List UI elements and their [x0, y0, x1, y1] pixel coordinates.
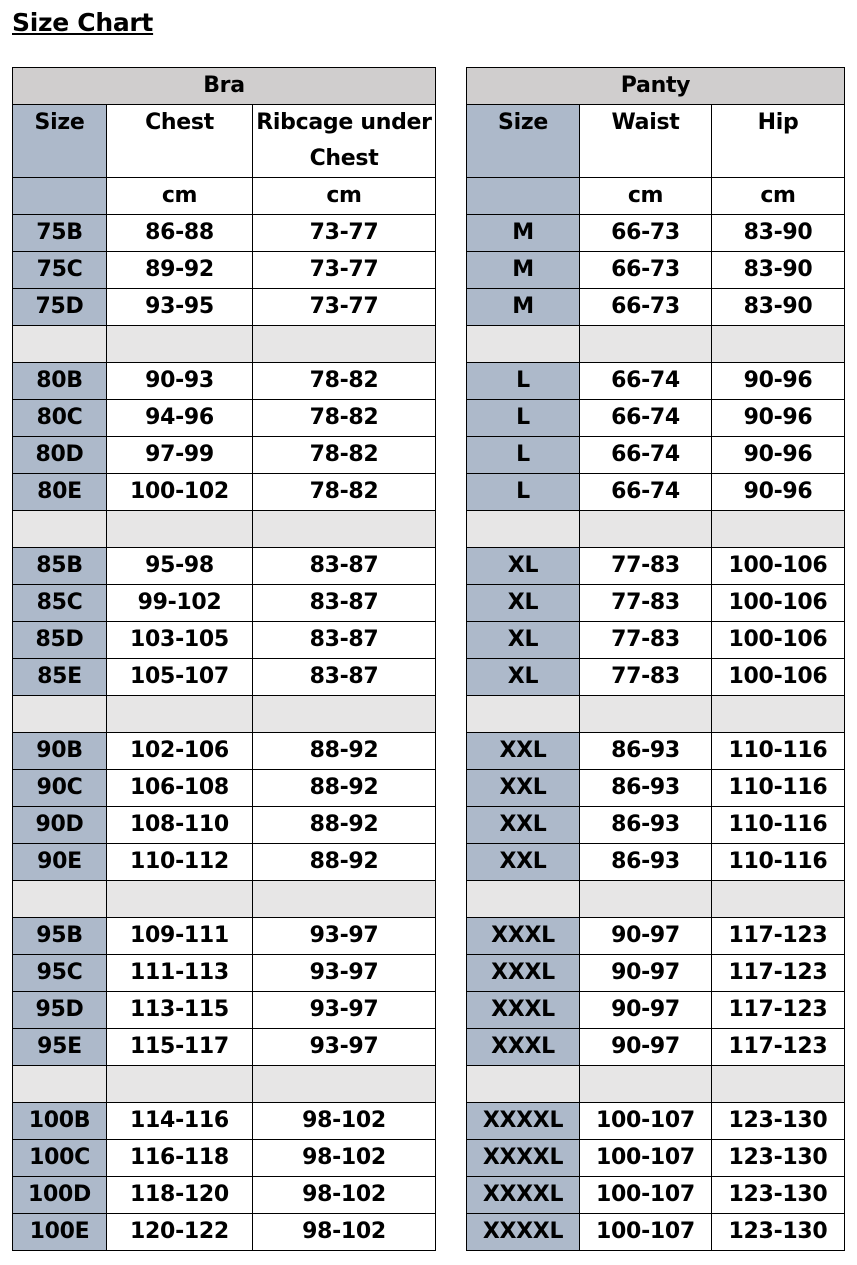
- panty-value-cell: 90-96: [712, 400, 845, 437]
- bra-value-cell: 113-115: [107, 992, 253, 1029]
- bra-size-cell: 85E: [13, 659, 107, 696]
- table-row: [13, 1177, 436, 1214]
- bra-value-cell: 103-105: [107, 622, 253, 659]
- panty-value-cell: 86-93: [580, 807, 712, 844]
- bra-units-row: [13, 178, 436, 215]
- panty-value-cell: 117-123: [712, 1029, 845, 1066]
- bra-spacer-row: [13, 326, 436, 363]
- table-row: [13, 474, 436, 511]
- bra-column-header: Size: [13, 105, 107, 178]
- table-row: [13, 1140, 436, 1177]
- panty-value-cell: 90-97: [580, 1029, 712, 1066]
- panty-value-cell: 110-116: [712, 807, 845, 844]
- table-row: [13, 844, 436, 881]
- panty-spacer-cell: [712, 511, 845, 548]
- bra-value-cell: 93-97: [253, 955, 436, 992]
- panty-value-cell: 77-83: [580, 659, 712, 696]
- panty-size-cell: XXL: [467, 844, 580, 881]
- panty-value-cell: 100-107: [580, 1103, 712, 1140]
- bra-unit-cell: [13, 178, 107, 215]
- bra-value-cell: 109-111: [107, 918, 253, 955]
- table-row: [13, 400, 436, 437]
- bra-size-cell: 95D: [13, 992, 107, 1029]
- table-row: [467, 585, 845, 622]
- bra-size-cell: 75B: [13, 215, 107, 252]
- bra-value-cell: 118-120: [107, 1177, 253, 1214]
- panty-group-label: Panty: [467, 68, 845, 105]
- table-row: [467, 474, 845, 511]
- panty-value-cell: 100-107: [580, 1177, 712, 1214]
- bra-value-cell: 110-112: [107, 844, 253, 881]
- table-row: [467, 548, 845, 585]
- panty-spacer-cell: [580, 326, 712, 363]
- bra-value-cell: 98-102: [253, 1177, 436, 1214]
- panty-value-cell: 86-93: [580, 844, 712, 881]
- table-row: [13, 622, 436, 659]
- table-row: [467, 918, 845, 955]
- panty-spacer-cell: [712, 1066, 845, 1103]
- bra-value-cell: 105-107: [107, 659, 253, 696]
- table-row: [13, 1029, 436, 1066]
- bra-value-cell: 116-118: [107, 1140, 253, 1177]
- bra-size-cell: 80C: [13, 400, 107, 437]
- panty-spacer-row: [467, 326, 845, 363]
- table-row: [467, 770, 845, 807]
- bra-group-header-row: [13, 68, 436, 105]
- bra-size-cell: 100C: [13, 1140, 107, 1177]
- table-row: [13, 1103, 436, 1140]
- bra-size-cell: 90D: [13, 807, 107, 844]
- panty-size-cell: L: [467, 437, 580, 474]
- panty-size-cell: XL: [467, 622, 580, 659]
- panty-value-cell: 123-130: [712, 1214, 845, 1251]
- bra-value-cell: 88-92: [253, 733, 436, 770]
- bra-value-cell: 93-97: [253, 1029, 436, 1066]
- bra-spacer-row: [13, 511, 436, 548]
- table-row: [467, 1103, 845, 1140]
- table-row: [467, 1214, 845, 1251]
- bra-spacer-cell: [107, 1066, 253, 1103]
- panty-value-cell: 66-74: [580, 363, 712, 400]
- panty-value-cell: 66-74: [580, 400, 712, 437]
- panty-size-cell: M: [467, 215, 580, 252]
- bra-size-cell: 85C: [13, 585, 107, 622]
- bra-value-cell: 111-113: [107, 955, 253, 992]
- panty-size-cell: XL: [467, 585, 580, 622]
- bra-value-cell: 99-102: [107, 585, 253, 622]
- panty-size-cell: L: [467, 474, 580, 511]
- table-row: [13, 437, 436, 474]
- panty-value-cell: 100-107: [580, 1214, 712, 1251]
- bra-value-cell: 86-88: [107, 215, 253, 252]
- table-row: [13, 955, 436, 992]
- bra-value-cell: 73-77: [253, 252, 436, 289]
- panty-value-cell: 100-106: [712, 548, 845, 585]
- bra-value-cell: 95-98: [107, 548, 253, 585]
- table-row: [13, 770, 436, 807]
- bra-value-cell: 78-82: [253, 474, 436, 511]
- bra-value-cell: 78-82: [253, 400, 436, 437]
- table-row: [13, 1214, 436, 1251]
- panty-size-cell: M: [467, 252, 580, 289]
- bra-spacer-cell: [253, 696, 436, 733]
- panty-column-header: Hip: [712, 105, 845, 178]
- panty-spacer-cell: [467, 326, 580, 363]
- table-row: [13, 215, 436, 252]
- bra-value-cell: 83-87: [253, 622, 436, 659]
- bra-value-cell: 98-102: [253, 1140, 436, 1177]
- bra-value-cell: 94-96: [107, 400, 253, 437]
- bra-size-cell: 95E: [13, 1029, 107, 1066]
- bra-value-cell: 90-93: [107, 363, 253, 400]
- panty-unit-cell: cm: [712, 178, 845, 215]
- bra-group-label: Bra: [13, 68, 436, 105]
- bra-value-cell: 114-116: [107, 1103, 253, 1140]
- bra-value-cell: 93-97: [253, 918, 436, 955]
- panty-unit-cell: cm: [580, 178, 712, 215]
- panty-value-cell: 100-107: [580, 1140, 712, 1177]
- bra-spacer-cell: [13, 1066, 107, 1103]
- bra-unit-cell: cm: [107, 178, 253, 215]
- bra-size-cell: 100B: [13, 1103, 107, 1140]
- bra-value-cell: 88-92: [253, 770, 436, 807]
- bra-column-header-row: [13, 105, 436, 178]
- bra-size-cell: 75C: [13, 252, 107, 289]
- panty-spacer-row: [467, 696, 845, 733]
- panty-spacer-cell: [467, 696, 580, 733]
- table-row: [13, 807, 436, 844]
- bra-spacer-cell: [107, 326, 253, 363]
- bra-size-cell: 85D: [13, 622, 107, 659]
- bra-spacer-row: [13, 881, 436, 918]
- panty-size-cell: XXL: [467, 770, 580, 807]
- bra-value-cell: 78-82: [253, 363, 436, 400]
- bra-spacer-cell: [107, 881, 253, 918]
- panty-size-cell: XXL: [467, 807, 580, 844]
- panty-value-cell: 90-96: [712, 437, 845, 474]
- bra-value-cell: 120-122: [107, 1214, 253, 1251]
- panty-unit-cell: [467, 178, 580, 215]
- table-row: [467, 992, 845, 1029]
- panty-value-cell: 83-90: [712, 289, 845, 326]
- bra-value-cell: 73-77: [253, 289, 436, 326]
- table-row: [467, 400, 845, 437]
- panty-spacer-row: [467, 1066, 845, 1103]
- table-row: [467, 289, 845, 326]
- table-row: [467, 1029, 845, 1066]
- table-row: [467, 1177, 845, 1214]
- bra-spacer-cell: [13, 326, 107, 363]
- panty-size-cell: XXXXL: [467, 1177, 580, 1214]
- table-row: [467, 733, 845, 770]
- table-row: [13, 252, 436, 289]
- bra-spacer-cell: [253, 881, 436, 918]
- panty-value-cell: 90-97: [580, 955, 712, 992]
- bra-spacer-cell: [253, 1066, 436, 1103]
- bra-unit-cell: cm: [253, 178, 436, 215]
- bra-size-cell: 95B: [13, 918, 107, 955]
- panty-value-cell: 66-73: [580, 252, 712, 289]
- table-row: [467, 363, 845, 400]
- panty-value-cell: 66-74: [580, 437, 712, 474]
- panty-column-header: Size: [467, 105, 580, 178]
- bra-value-cell: 97-99: [107, 437, 253, 474]
- bra-size-cell: 95C: [13, 955, 107, 992]
- bra-value-cell: 83-87: [253, 548, 436, 585]
- bra-value-cell: 83-87: [253, 585, 436, 622]
- bra-value-cell: 98-102: [253, 1103, 436, 1140]
- bra-value-cell: 88-92: [253, 807, 436, 844]
- bra-size-cell: 90B: [13, 733, 107, 770]
- table-row: [13, 659, 436, 696]
- panty-spacer-cell: [467, 511, 580, 548]
- page-title: Size Chart: [12, 8, 154, 37]
- panty-size-cell: XXXL: [467, 1029, 580, 1066]
- panty-size-cell: XXXXL: [467, 1103, 580, 1140]
- table-row: [13, 289, 436, 326]
- panty-size-cell: L: [467, 400, 580, 437]
- panty-value-cell: 100-106: [712, 659, 845, 696]
- bra-value-cell: 115-117: [107, 1029, 253, 1066]
- panty-size-cell: XXXXL: [467, 1140, 580, 1177]
- table-row: [13, 585, 436, 622]
- panty-value-cell: 110-116: [712, 844, 845, 881]
- table-row: [13, 548, 436, 585]
- panty-column-header: Waist: [580, 105, 712, 178]
- panty-size-cell: XL: [467, 659, 580, 696]
- panty-size-cell: XL: [467, 548, 580, 585]
- bra-value-cell: 73-77: [253, 215, 436, 252]
- table-row: [467, 215, 845, 252]
- bra-value-cell: 93-97: [253, 992, 436, 1029]
- panty-value-cell: 90-96: [712, 474, 845, 511]
- table-row: [467, 955, 845, 992]
- panty-size-cell: XXXXL: [467, 1214, 580, 1251]
- bra-size-cell: 75D: [13, 289, 107, 326]
- bra-spacer-cell: [253, 326, 436, 363]
- panty-group-header-row: [467, 68, 845, 105]
- bra-size-cell: 80D: [13, 437, 107, 474]
- panty-value-cell: 100-106: [712, 585, 845, 622]
- panty-spacer-cell: [467, 1066, 580, 1103]
- bra-value-cell: 83-87: [253, 659, 436, 696]
- panty-size-cell: L: [467, 363, 580, 400]
- table-row: [467, 622, 845, 659]
- panty-value-cell: 66-74: [580, 474, 712, 511]
- bra-value-cell: 89-92: [107, 252, 253, 289]
- panty-size-cell: XXL: [467, 733, 580, 770]
- panty-spacer-cell: [580, 1066, 712, 1103]
- bra-spacer-cell: [13, 881, 107, 918]
- panty-value-cell: 77-83: [580, 585, 712, 622]
- table-row: [13, 918, 436, 955]
- panty-spacer-cell: [712, 881, 845, 918]
- table-row: [13, 363, 436, 400]
- panty-value-cell: 110-116: [712, 770, 845, 807]
- bra-value-cell: 108-110: [107, 807, 253, 844]
- panty-value-cell: 83-90: [712, 252, 845, 289]
- panty-value-cell: 123-130: [712, 1177, 845, 1214]
- bra-spacer-cell: [13, 696, 107, 733]
- bra-column-header: Chest: [107, 105, 253, 178]
- panty-value-cell: 110-116: [712, 733, 845, 770]
- panty-value-cell: 90-97: [580, 992, 712, 1029]
- panty-value-cell: 117-123: [712, 918, 845, 955]
- panty-value-cell: 117-123: [712, 955, 845, 992]
- panty-value-cell: 86-93: [580, 733, 712, 770]
- bra-size-cell: 90C: [13, 770, 107, 807]
- bra-size-cell: 90E: [13, 844, 107, 881]
- bra-size-cell: 100E: [13, 1214, 107, 1251]
- bra-spacer-row: [13, 1066, 436, 1103]
- panty-column-header-row: [467, 105, 845, 178]
- panty-size-cell: XXXL: [467, 918, 580, 955]
- panty-value-cell: 77-83: [580, 548, 712, 585]
- panty-size-cell: M: [467, 289, 580, 326]
- bra-value-cell: 106-108: [107, 770, 253, 807]
- panty-value-cell: 66-73: [580, 215, 712, 252]
- bra-size-cell: 80B: [13, 363, 107, 400]
- panty-value-cell: 66-73: [580, 289, 712, 326]
- panty-spacer-cell: [712, 326, 845, 363]
- table-row: [467, 807, 845, 844]
- panty-units-row: [467, 178, 845, 215]
- panty-value-cell: 90-97: [580, 918, 712, 955]
- bra-value-cell: 78-82: [253, 437, 436, 474]
- panty-spacer-cell: [580, 696, 712, 733]
- panty-spacer-row: [467, 881, 845, 918]
- bra-size-table: [12, 67, 436, 1251]
- bra-value-cell: 88-92: [253, 844, 436, 881]
- table-row: [467, 1140, 845, 1177]
- bra-value-cell: 102-106: [107, 733, 253, 770]
- table-row: [467, 659, 845, 696]
- panty-value-cell: 86-93: [580, 770, 712, 807]
- bra-size-cell: 85B: [13, 548, 107, 585]
- bra-spacer-cell: [107, 511, 253, 548]
- bra-spacer-cell: [107, 696, 253, 733]
- table-row: [13, 992, 436, 1029]
- panty-spacer-cell: [712, 696, 845, 733]
- panty-spacer-cell: [467, 881, 580, 918]
- table-row: [467, 844, 845, 881]
- table-row: [13, 733, 436, 770]
- panty-size-cell: XXXL: [467, 992, 580, 1029]
- panty-size-cell: XXXL: [467, 955, 580, 992]
- bra-spacer-cell: [253, 511, 436, 548]
- panty-value-cell: 90-96: [712, 363, 845, 400]
- panty-value-cell: 77-83: [580, 622, 712, 659]
- bra-value-cell: 93-95: [107, 289, 253, 326]
- panty-value-cell: 123-130: [712, 1103, 845, 1140]
- panty-value-cell: 123-130: [712, 1140, 845, 1177]
- bra-spacer-cell: [13, 511, 107, 548]
- bra-size-cell: 80E: [13, 474, 107, 511]
- table-row: [467, 252, 845, 289]
- bra-size-cell: 100D: [13, 1177, 107, 1214]
- panty-size-table: [466, 67, 845, 1251]
- bra-value-cell: 98-102: [253, 1214, 436, 1251]
- panty-spacer-cell: [580, 881, 712, 918]
- bra-column-header: Ribcage under Chest: [253, 105, 436, 178]
- bra-spacer-row: [13, 696, 436, 733]
- panty-value-cell: 83-90: [712, 215, 845, 252]
- panty-value-cell: 100-106: [712, 622, 845, 659]
- panty-spacer-cell: [580, 511, 712, 548]
- panty-spacer-row: [467, 511, 845, 548]
- table-row: [467, 437, 845, 474]
- bra-value-cell: 100-102: [107, 474, 253, 511]
- panty-value-cell: 117-123: [712, 992, 845, 1029]
